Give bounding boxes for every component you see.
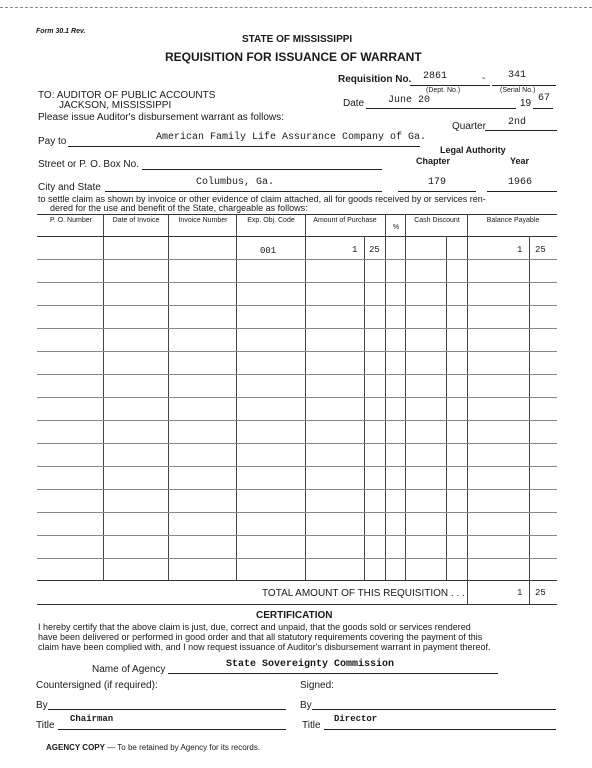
table-row-line <box>37 328 557 329</box>
form-title: REQUISITION FOR ISSUANCE OF WARRANT <box>165 50 422 64</box>
table-row-line <box>37 397 557 398</box>
table-row-line <box>37 351 557 352</box>
legal-authority-label: Legal Authority <box>440 145 506 155</box>
year-prefix: 19 <box>520 98 532 109</box>
header-balance: Balance Payable <box>486 217 540 224</box>
pay-to-value[interactable]: American Family Life Assurance Company of Ga. <box>156 132 427 143</box>
city-value[interactable]: Columbus, Ga. <box>196 177 275 188</box>
certification-line-2: have been delivered or performed in good order and that all statutory requirements covering the payment of this <box>38 632 483 642</box>
table-row-line <box>37 512 557 513</box>
instruction-text: Please issue Auditor's disbursement warrant as follows: <box>38 112 284 123</box>
left-title-value[interactable]: Chairman <box>70 714 114 724</box>
year-line <box>533 108 553 109</box>
right-by-label: By <box>300 700 312 711</box>
table-row-line <box>37 535 557 536</box>
agency-label: Name of Agency <box>92 664 166 675</box>
table-top-border <box>37 214 557 215</box>
addressee-line-2: JACKSON, MISSISSIPPI <box>59 100 172 111</box>
table-row-line <box>37 558 557 559</box>
table-row-line <box>37 259 557 260</box>
header-pct: % <box>392 224 400 231</box>
total-cents[interactable]: 25 <box>535 588 546 598</box>
settle-text-2: dered for the use and benefit of the State, chargeable as follows: <box>50 203 308 213</box>
row-1-exp-code[interactable]: 001 <box>260 246 277 256</box>
countersigned-label: Countersigned (if required): <box>36 680 158 691</box>
pay-to-label: Pay to <box>38 136 67 147</box>
certification-line-1: I hereby certify that the above claim is just, due, correct and unpaid, that the goods sold or services rendered <box>38 622 471 632</box>
table-row-line <box>37 282 557 283</box>
pay-to-line <box>68 146 420 147</box>
total-dollars[interactable]: 1 <box>517 588 523 598</box>
table-row-line <box>37 305 557 306</box>
header-exp: Exp. Obj. Code <box>247 217 295 224</box>
col-divider <box>446 236 447 580</box>
chapter-value[interactable]: 179 <box>428 177 447 188</box>
agency-line <box>168 673 498 674</box>
top-edge-line <box>0 7 592 8</box>
left-title-line <box>58 729 286 730</box>
header-date: Date of Invoice <box>112 217 160 224</box>
quarter-label: Quarter <box>452 121 486 132</box>
table-row-line <box>37 489 557 490</box>
dept-no-value[interactable]: 2861 <box>423 71 448 82</box>
right-title-label: Title <box>302 720 321 731</box>
city-label: City and State <box>38 182 101 193</box>
header-amount: Amount of Purchase <box>313 217 377 224</box>
state-title: STATE OF MISSISSIPPI <box>242 34 353 45</box>
header-po: P. O. Number <box>50 217 92 224</box>
col-divider <box>364 236 365 580</box>
serial-no-caption: (Serial No.) <box>500 87 536 94</box>
right-title-line <box>324 729 556 730</box>
total-label: TOTAL AMOUNT OF THIS REQUISITION . . . <box>262 588 465 599</box>
agency-value[interactable]: State Sovereignty Commission <box>226 659 395 670</box>
table-row-line <box>37 466 557 467</box>
left-title-label: Title <box>36 720 55 731</box>
date-line <box>366 108 516 109</box>
legal-year-label: Year <box>510 156 530 166</box>
certification-title: CERTIFICATION <box>256 610 333 621</box>
street-label: Street or P. O. Box No. <box>38 159 139 170</box>
addressee-line-1: TO: AUDITOR OF PUBLIC ACCOUNTS <box>38 90 216 101</box>
certification-line-3: claim have been complied with, and I now request issuance of Auditor's disbursement warrant in payment thereof. <box>38 642 491 652</box>
quarter-line <box>485 130 557 131</box>
form-number: Form 30.1 Rev. <box>36 28 86 35</box>
table-row-line <box>37 443 557 444</box>
legal-year-line <box>487 191 557 192</box>
legal-year-value[interactable]: 1966 <box>508 177 533 188</box>
col-divider <box>467 214 468 604</box>
header-cash: Cash Discount <box>414 217 460 224</box>
chapter-label: Chapter <box>416 156 451 166</box>
year-value[interactable]: 67 <box>538 93 551 104</box>
city-line <box>105 191 382 192</box>
chapter-line <box>398 191 476 192</box>
date-value[interactable]: June 20 <box>388 95 431 106</box>
agency-copy-text: — To be retained by Agency for its records. <box>107 743 261 752</box>
row-1-balance-dollars[interactable]: 1 <box>517 245 523 255</box>
dept-no-caption: (Dept. No.) <box>426 87 461 94</box>
row-1-amount-cents[interactable]: 25 <box>369 245 380 255</box>
right-title-value[interactable]: Director <box>334 714 378 724</box>
table-bottom-border <box>37 604 557 605</box>
date-label: Date <box>343 98 365 109</box>
table-row-line <box>37 420 557 421</box>
left-by-line <box>48 709 286 710</box>
table-body-border <box>37 580 557 581</box>
dept-no-line <box>410 85 490 86</box>
signed-label: Signed: <box>300 680 334 691</box>
agency-copy-label: AGENCY COPY <box>46 743 105 752</box>
header-invoice: Invoice Number <box>178 217 228 224</box>
table-row-line <box>37 374 557 375</box>
requisition-label: Requisition No. <box>338 74 412 85</box>
serial-no-value[interactable]: 341 <box>508 70 527 81</box>
right-by-line <box>312 709 556 710</box>
agency-copy-footer <box>46 743 260 752</box>
left-by-label: By <box>36 700 48 711</box>
dash: - <box>482 73 486 84</box>
table-header-border <box>37 236 557 237</box>
quarter-value[interactable]: 2nd <box>508 117 527 128</box>
row-1-balance-cents[interactable]: 25 <box>535 245 546 255</box>
row-1-amount-dollars[interactable]: 1 <box>352 245 358 255</box>
serial-no-line <box>492 85 556 86</box>
street-line <box>142 169 382 170</box>
settle-text-1: to settle claim as shown by invoice or other evidence of claim attached, all for goods received by or services ren- <box>38 194 486 204</box>
